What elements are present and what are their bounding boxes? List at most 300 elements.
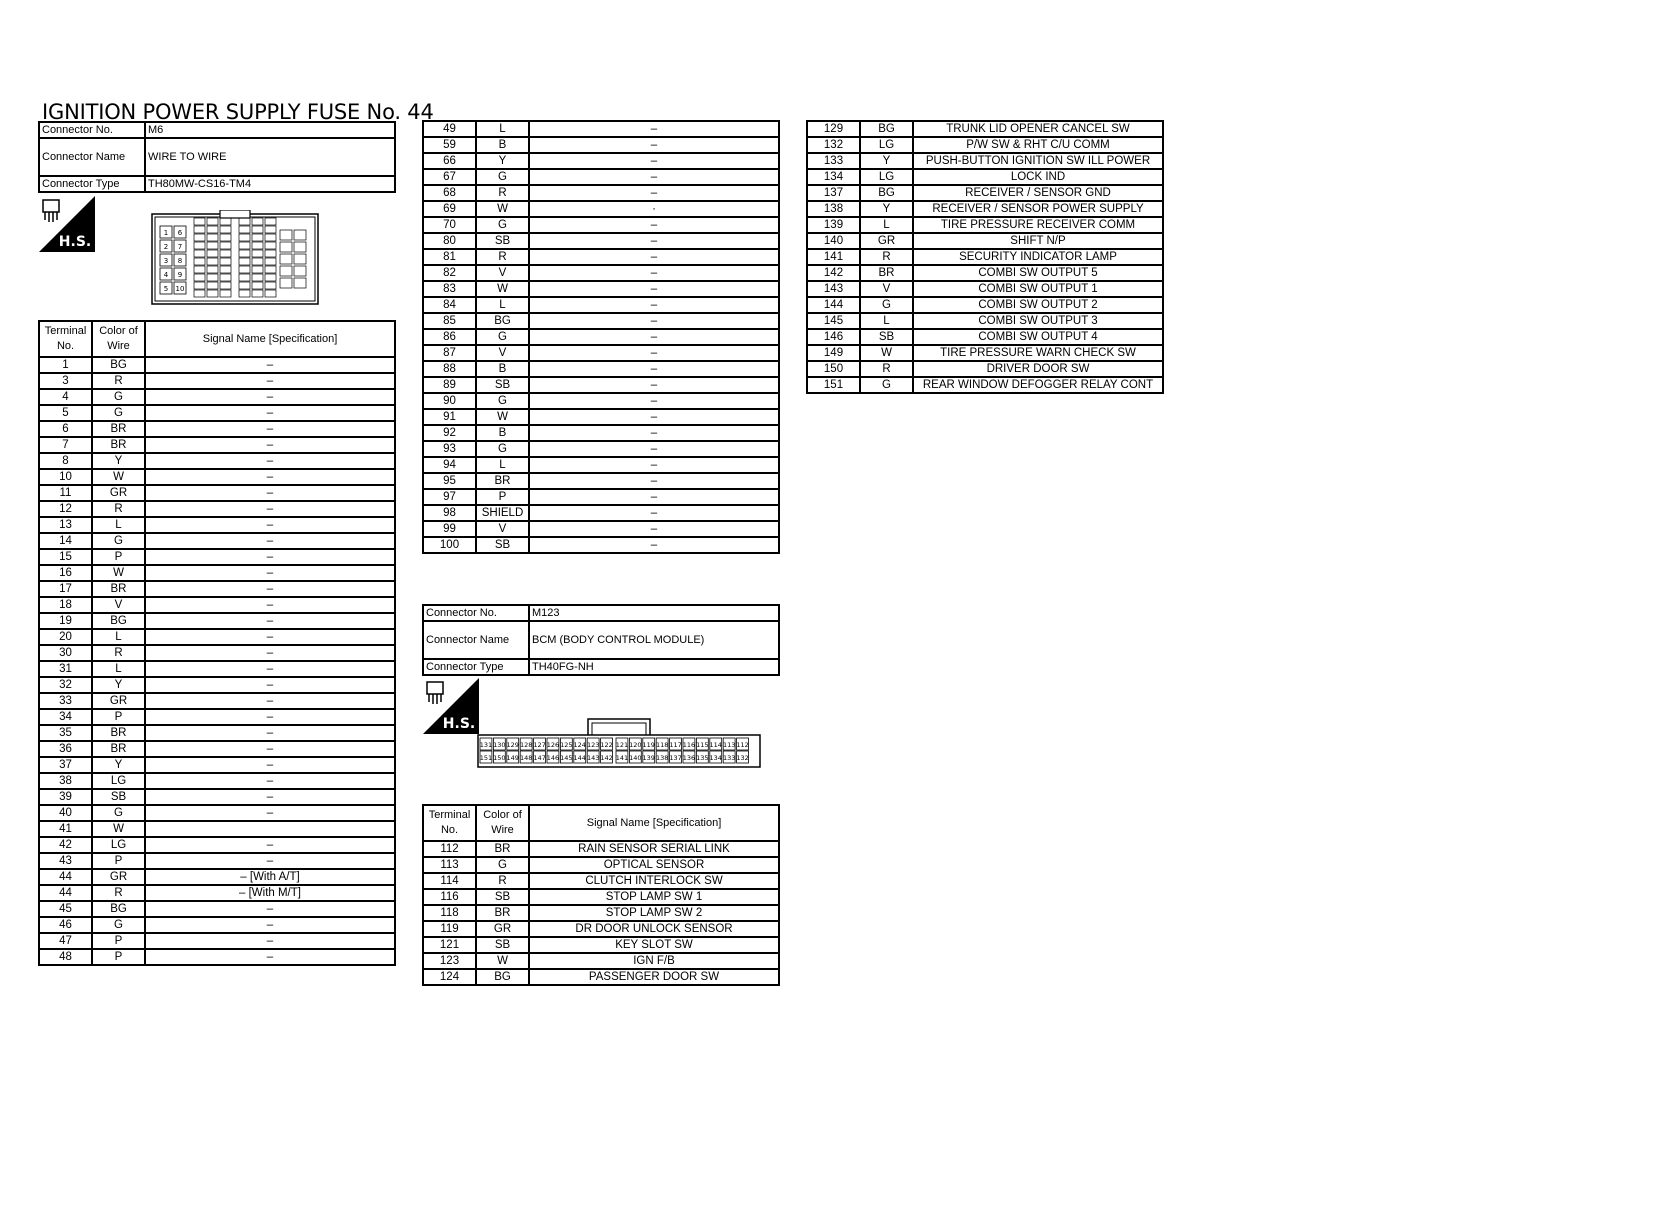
signal-name: – xyxy=(529,137,779,153)
connector-cavity xyxy=(252,290,263,297)
connector-cavity xyxy=(252,226,263,233)
wire-color: V xyxy=(92,597,145,613)
wire-color: P xyxy=(476,489,529,505)
terminal-number: 12 xyxy=(39,501,92,517)
wire-color: BR xyxy=(92,421,145,437)
terminal-number: 45 xyxy=(39,901,92,917)
m6-connector-info xyxy=(38,121,396,193)
table-row xyxy=(423,201,779,217)
connector-cavity xyxy=(265,290,276,297)
connector-cavity xyxy=(239,266,250,273)
connector-cavity xyxy=(220,234,231,241)
wire-color: W xyxy=(92,565,145,581)
table-row xyxy=(39,437,395,453)
terminal-number: 93 xyxy=(423,441,476,457)
signal-name: – [With A/T] xyxy=(145,869,395,885)
signal-name: IGN F/B xyxy=(529,953,779,969)
table-row xyxy=(423,137,779,153)
table-row xyxy=(39,581,395,597)
table-row xyxy=(39,789,395,805)
harness-side-icon xyxy=(423,678,479,734)
signal-name: – xyxy=(529,521,779,537)
table-row xyxy=(423,313,779,329)
signal-name: SHIFT N/P xyxy=(913,233,1163,249)
wire-color: GR xyxy=(92,485,145,501)
signal-name: – xyxy=(529,297,779,313)
wire-color: V xyxy=(860,281,913,297)
wire-color: W xyxy=(860,345,913,361)
wire-color: GR xyxy=(92,693,145,709)
connector-cavity xyxy=(220,242,231,249)
terminal-number: 99 xyxy=(423,521,476,537)
connector-pin-label: 141 xyxy=(615,754,629,762)
signal-name: TIRE PRESSURE RECEIVER COMM xyxy=(913,217,1163,233)
connector-pin-label: 148 xyxy=(519,754,533,762)
wire-color: L xyxy=(860,313,913,329)
connector-pin-label: 119 xyxy=(642,741,655,749)
table-row xyxy=(423,457,779,473)
signal-name: – xyxy=(529,313,779,329)
table-row xyxy=(807,361,1163,377)
wire-color: L xyxy=(92,517,145,533)
signal-name: LOCK IND xyxy=(913,169,1163,185)
wire-color: B xyxy=(476,425,529,441)
terminal-number: 112 xyxy=(423,841,476,857)
connector-pin-label: 118 xyxy=(655,741,669,749)
connector-cavity xyxy=(207,226,218,233)
info-value: WIRE TO WIRE xyxy=(145,138,395,176)
terminal-number: 134 xyxy=(807,169,860,185)
signal-name: REAR WINDOW DEFOGGER RELAY CONT xyxy=(913,377,1163,393)
signal-name: – xyxy=(145,917,395,933)
connector-cavity xyxy=(207,250,218,257)
table-row xyxy=(423,153,779,169)
terminal-number: 138 xyxy=(807,201,860,217)
terminal-number: 145 xyxy=(807,313,860,329)
connector-pin-label: 150 xyxy=(493,754,506,762)
connector-pin-label: 9 xyxy=(177,271,183,279)
header-terminal: Terminal No. xyxy=(423,805,476,841)
table-row xyxy=(807,249,1163,265)
connector-cavity xyxy=(207,258,218,265)
signal-name: – xyxy=(529,457,779,473)
wire-color: SB xyxy=(860,329,913,345)
table-row xyxy=(423,937,779,953)
wire-color: L xyxy=(476,297,529,313)
table-row xyxy=(39,469,395,485)
connector-cavity xyxy=(194,242,205,249)
table-row xyxy=(39,373,395,389)
wire-color: W xyxy=(476,953,529,969)
connector-cavity xyxy=(280,254,292,264)
terminal-number: 44 xyxy=(39,869,92,885)
header-color: Color of Wire xyxy=(92,321,145,357)
connector-pin-label: 133 xyxy=(722,754,736,762)
terminal-number: 86 xyxy=(423,329,476,345)
wire-color: R xyxy=(476,185,529,201)
connector-cavity xyxy=(252,266,263,273)
terminal-number: 42 xyxy=(39,837,92,853)
signal-name: – xyxy=(145,773,395,789)
wire-color: BR xyxy=(92,437,145,453)
wire-color: BG xyxy=(92,901,145,917)
terminal-number: 47 xyxy=(39,933,92,949)
signal-name: – xyxy=(145,453,395,469)
wire-color: G xyxy=(92,389,145,405)
signal-name: – xyxy=(145,533,395,549)
connector-pin-label: 6 xyxy=(177,229,183,237)
terminal-number: 1 xyxy=(39,357,92,373)
terminal-number: 46 xyxy=(39,917,92,933)
table-row xyxy=(39,773,395,789)
connector-info-row xyxy=(423,659,779,675)
connector-pin-label: 113 xyxy=(722,741,736,749)
terminal-number: 11 xyxy=(39,485,92,501)
connector-pin-label: 147 xyxy=(533,754,546,762)
connector-pin-label: 149 xyxy=(506,754,519,762)
connector-pin-label: 117 xyxy=(669,741,682,749)
terminal-number: 16 xyxy=(39,565,92,581)
wire-color: LG xyxy=(92,773,145,789)
connector-pin-label: 10 xyxy=(175,285,185,293)
connector-cavity xyxy=(252,242,263,249)
table-row xyxy=(807,297,1163,313)
terminal-number: 17 xyxy=(39,581,92,597)
terminal-number: 8 xyxy=(39,453,92,469)
connector-info-row xyxy=(423,605,779,621)
table-row xyxy=(807,377,1163,393)
table-row xyxy=(39,501,395,517)
wire-color: GR xyxy=(92,869,145,885)
table-row xyxy=(423,489,779,505)
signal-name: – xyxy=(145,613,395,629)
signal-name: – xyxy=(145,725,395,741)
signal-name: · xyxy=(529,201,779,217)
wire-color: P xyxy=(92,949,145,965)
wire-color: BG xyxy=(860,121,913,137)
header-signal: Signal Name [Specification] xyxy=(529,805,779,841)
connector-cavity xyxy=(239,218,250,225)
terminal-number: 66 xyxy=(423,153,476,169)
wire-color: BG xyxy=(860,185,913,201)
connector-pin-label: 135 xyxy=(696,754,709,762)
wire-color: BR xyxy=(476,841,529,857)
connector-pin-label: 4 xyxy=(163,271,169,279)
table-row xyxy=(39,805,395,821)
wire-color: SB xyxy=(476,889,529,905)
terminal-number: 70 xyxy=(423,217,476,233)
table-row xyxy=(423,121,779,137)
connector-cavity xyxy=(194,258,205,265)
wire-color: BR xyxy=(860,265,913,281)
connector-cavity xyxy=(280,266,292,276)
wire-color: BR xyxy=(476,905,529,921)
hs-label: H.S. xyxy=(58,234,92,250)
terminal-number: 20 xyxy=(39,629,92,645)
wire-color: Y xyxy=(92,677,145,693)
wire-color: G xyxy=(860,297,913,313)
terminal-number: 133 xyxy=(807,153,860,169)
connector-cavity xyxy=(194,282,205,289)
terminal-number: 5 xyxy=(39,405,92,421)
terminal-number: 84 xyxy=(423,297,476,313)
terminal-number: 59 xyxy=(423,137,476,153)
wire-color: Y xyxy=(860,201,913,217)
signal-name: – xyxy=(529,345,779,361)
table-row xyxy=(807,233,1163,249)
signal-name: OPTICAL SENSOR xyxy=(529,857,779,873)
signal-name: – xyxy=(529,265,779,281)
signal-name: – xyxy=(529,217,779,233)
table-row xyxy=(39,389,395,405)
wire-color: R xyxy=(860,361,913,377)
terminal-number: 7 xyxy=(39,437,92,453)
connector-cavity xyxy=(294,266,306,276)
info-value: BCM (BODY CONTROL MODULE) xyxy=(529,621,779,659)
signal-name: – xyxy=(529,185,779,201)
terminal-number: 36 xyxy=(39,741,92,757)
terminal-number: 30 xyxy=(39,645,92,661)
table-row xyxy=(39,549,395,565)
signal-name: – xyxy=(529,505,779,521)
terminal-number: 3 xyxy=(39,373,92,389)
terminal-number: 143 xyxy=(807,281,860,297)
connector-cavity xyxy=(207,242,218,249)
wire-color: P xyxy=(92,853,145,869)
wire-color: R xyxy=(476,873,529,889)
m123-terminal-table-1 xyxy=(422,804,780,986)
terminal-number: 100 xyxy=(423,537,476,553)
connector-pin-label: 114 xyxy=(709,741,722,749)
connector-cavity xyxy=(252,250,263,257)
connector-pin-label: 116 xyxy=(682,741,696,749)
table-row xyxy=(423,393,779,409)
table-row xyxy=(39,405,395,421)
connector-pin-label: 1 xyxy=(163,229,169,237)
terminal-number: 82 xyxy=(423,265,476,281)
connector-cavity xyxy=(220,250,231,257)
terminal-number: 4 xyxy=(39,389,92,405)
connector-pin-label: 144 xyxy=(573,754,586,762)
signal-name xyxy=(145,821,395,837)
connector-cavity xyxy=(252,258,263,265)
wire-color: Y xyxy=(860,153,913,169)
connector-cavity xyxy=(294,242,306,252)
connector-cavity xyxy=(220,226,231,233)
connector-cavity xyxy=(220,266,231,273)
terminal-number: 98 xyxy=(423,505,476,521)
terminal-number: 113 xyxy=(423,857,476,873)
terminal-number: 69 xyxy=(423,201,476,217)
connector-cavity xyxy=(239,290,250,297)
signal-name: – xyxy=(529,441,779,457)
connector-cavity xyxy=(252,282,263,289)
harness-side-icon xyxy=(39,196,95,252)
info-value: M6 xyxy=(145,122,395,138)
wire-color: G xyxy=(92,917,145,933)
table-row xyxy=(423,857,779,873)
connector-pin-label: 129 xyxy=(506,741,519,749)
terminal-number: 6 xyxy=(39,421,92,437)
connector-pin-label: 122 xyxy=(600,741,613,749)
wire-color: BR xyxy=(92,725,145,741)
connector-pin-label: 112 xyxy=(736,741,749,749)
signal-name: RECEIVER / SENSOR POWER SUPPLY xyxy=(913,201,1163,217)
wire-color: LG xyxy=(860,137,913,153)
wire-color: SB xyxy=(476,537,529,553)
connector-pin-label: 137 xyxy=(669,754,682,762)
terminal-number: 32 xyxy=(39,677,92,693)
wire-color: L xyxy=(476,457,529,473)
table-row xyxy=(807,313,1163,329)
connector-cavity xyxy=(265,258,276,265)
wire-color: L xyxy=(476,121,529,137)
wire-color: R xyxy=(92,373,145,389)
table-row xyxy=(423,249,779,265)
connector-cavity xyxy=(265,266,276,273)
signal-name: CLUTCH INTERLOCK SW xyxy=(529,873,779,889)
signal-name: – xyxy=(529,409,779,425)
table-row xyxy=(39,725,395,741)
table-row xyxy=(39,933,395,949)
wire-color: G xyxy=(476,329,529,345)
terminal-number: 14 xyxy=(39,533,92,549)
wire-color: P xyxy=(92,933,145,949)
table-row xyxy=(423,905,779,921)
signal-name: – xyxy=(529,121,779,137)
wire-color: BR xyxy=(92,741,145,757)
table-row xyxy=(807,137,1163,153)
terminal-number: 67 xyxy=(423,169,476,185)
terminal-number: 34 xyxy=(39,709,92,725)
terminal-number: 10 xyxy=(39,469,92,485)
connector-cavity xyxy=(280,242,292,252)
connector-pin-label: 121 xyxy=(615,741,629,749)
connector-info-row xyxy=(423,621,779,659)
m6-connector-diagram xyxy=(150,210,320,310)
terminal-number: 83 xyxy=(423,281,476,297)
signal-name: COMBI SW OUTPUT 1 xyxy=(913,281,1163,297)
wire-color: R xyxy=(476,249,529,265)
table-row xyxy=(39,565,395,581)
table-row xyxy=(39,741,395,757)
m6-terminal-table-1 xyxy=(38,320,396,966)
table-row xyxy=(39,597,395,613)
terminal-number: 18 xyxy=(39,597,92,613)
terminal-number: 40 xyxy=(39,805,92,821)
wire-color: GR xyxy=(476,921,529,937)
connector-cavity xyxy=(265,226,276,233)
connector-cavity xyxy=(252,234,263,241)
wire-color: Y xyxy=(92,757,145,773)
connector-pin-label: 126 xyxy=(546,741,560,749)
signal-name: – xyxy=(145,645,395,661)
connector-cavity xyxy=(220,290,231,297)
header-terminal: Terminal No. xyxy=(39,321,92,357)
connector-cavity xyxy=(239,234,250,241)
table-row xyxy=(807,265,1163,281)
wire-color: Y xyxy=(476,153,529,169)
signal-name: – xyxy=(145,661,395,677)
terminal-number: 146 xyxy=(807,329,860,345)
connector-cavity xyxy=(207,218,218,225)
signal-name: PASSENGER DOOR SW xyxy=(529,969,779,985)
connector-cavity xyxy=(252,274,263,281)
wire-color: SB xyxy=(476,937,529,953)
wire-color: W xyxy=(476,201,529,217)
terminal-number: 121 xyxy=(423,937,476,953)
signal-name: – xyxy=(529,281,779,297)
signal-name: – xyxy=(145,549,395,565)
terminal-number: 15 xyxy=(39,549,92,565)
wire-color: G xyxy=(860,377,913,393)
wire-color: GR xyxy=(860,233,913,249)
signal-name: – xyxy=(145,901,395,917)
table-row xyxy=(39,357,395,373)
signal-name: – xyxy=(145,437,395,453)
wire-color: Y xyxy=(92,453,145,469)
connector-cavity xyxy=(220,218,231,225)
terminal-number: 81 xyxy=(423,249,476,265)
table-row xyxy=(423,361,779,377)
table-row xyxy=(423,345,779,361)
connector-pin-label: 115 xyxy=(696,741,709,749)
info-value: M123 xyxy=(529,605,779,621)
signal-name: P/W SW & RHT C/U COMM xyxy=(913,137,1163,153)
signal-name: – xyxy=(529,361,779,377)
table-row xyxy=(423,953,779,969)
terminal-number: 141 xyxy=(807,249,860,265)
m6-terminal-table-2 xyxy=(422,120,780,554)
signal-name: – xyxy=(529,393,779,409)
info-value: TH40FG-NH xyxy=(529,659,779,675)
terminal-number: 97 xyxy=(423,489,476,505)
hs-label: H.S. xyxy=(442,716,476,732)
connector-info-row xyxy=(39,122,395,138)
connector-pin-label: 2 xyxy=(163,243,169,251)
connector-cavity xyxy=(294,254,306,264)
terminal-number: 88 xyxy=(423,361,476,377)
signal-name: – xyxy=(145,741,395,757)
wire-color: R xyxy=(860,249,913,265)
connector-pin-label: 138 xyxy=(655,754,669,762)
table-row xyxy=(423,281,779,297)
table-row xyxy=(39,709,395,725)
signal-name: – xyxy=(529,249,779,265)
signal-name: – xyxy=(145,629,395,645)
connector-cavity xyxy=(265,234,276,241)
wire-color: SB xyxy=(476,377,529,393)
signal-name: – xyxy=(529,169,779,185)
wire-color: R xyxy=(92,885,145,901)
connector-cavity xyxy=(220,258,231,265)
table-row xyxy=(39,757,395,773)
connector-pin-label: 130 xyxy=(493,741,506,749)
connector-info-row xyxy=(39,138,395,176)
wire-color: BG xyxy=(92,357,145,373)
wire-color: L xyxy=(860,217,913,233)
signal-name: – xyxy=(145,357,395,373)
connector-pin-label: 132 xyxy=(736,754,749,762)
info-label: Connector Name xyxy=(39,138,145,176)
table-row xyxy=(423,873,779,889)
table-row xyxy=(39,869,395,885)
terminal-number: 119 xyxy=(423,921,476,937)
signal-name: – xyxy=(145,501,395,517)
terminal-number: 44 xyxy=(39,885,92,901)
wire-color: G xyxy=(476,217,529,233)
connector-pin-label: 123 xyxy=(586,741,600,749)
